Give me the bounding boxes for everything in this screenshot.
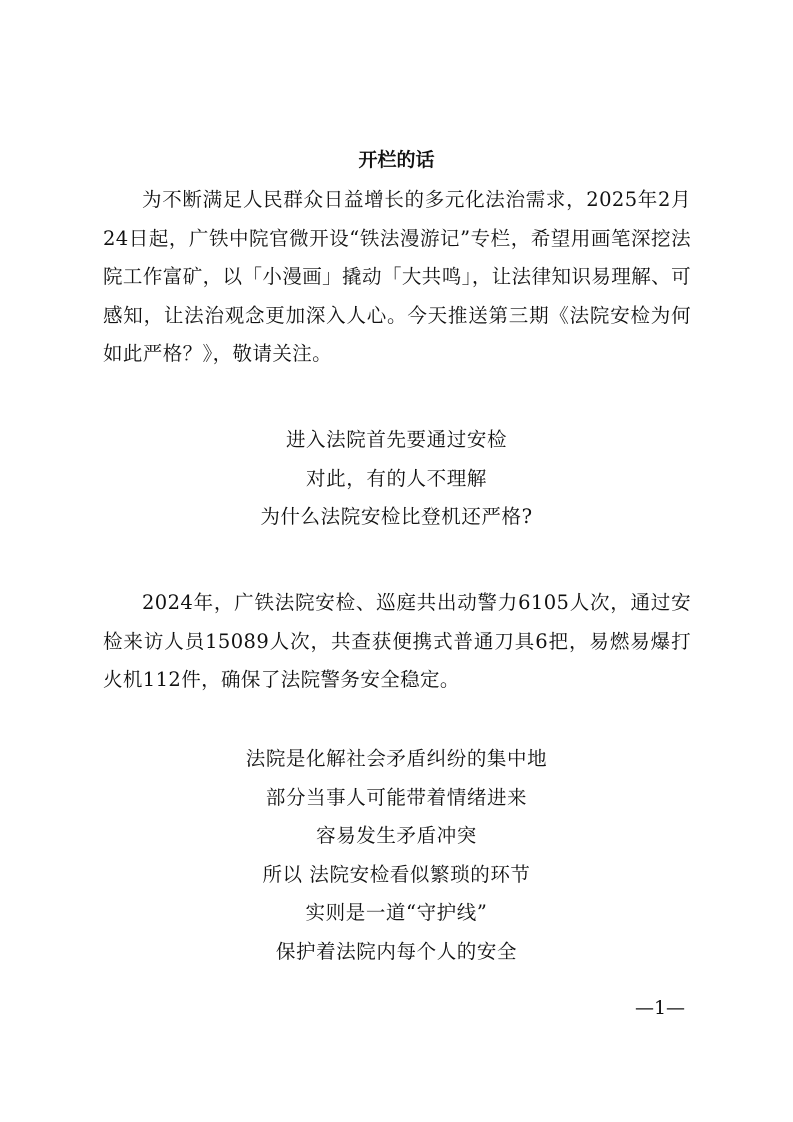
centered-line: 对此，有的人不理解 [306,466,487,490]
centered-line: 进入法院首先要通过安检 [285,428,508,451]
centered-line: 部分当事人可能带着情绪进来 [265,785,528,809]
page-number: —1— [634,997,686,1019]
centered-line: 保护着法院内每个人的安全 [275,939,518,963]
centered-line: 法院是化解社会矛盾纠纷的集中地 [245,747,548,770]
centered-line: 为什么法院安检比登机还严格? [260,505,533,528]
intro-paragraph: 为不断满足人民群众日益增长的多元化法治需求，2025年2月24日起，广铁中院官微开设“铁法漫游记”专栏，希望用画笔深挖法院工作富矿，以「小漫画」撬动「大共鸣」，让法律知识易理解、可感知，让法治观念更加深入人心。今天推送第三期《法院安检为何如此严格？》，敬请关注。 [103,188,691,365]
centered-line: 所以 法院安检看似繁琐的环节 [262,862,531,886]
centered-text-block-1 [0,421,793,537]
centered-line: 实则是一道“守护线” [305,901,488,924]
page-title: 开栏的话 [358,149,435,171]
centered-text-block-2 [0,740,793,971]
centered-line: 容易发生矛盾冲突 [316,824,477,847]
statistics-paragraph: 2024年，广铁法院安检、巡庭共出动警力6105人次，通过安检来访人员15089人次，共查获便携式普通刀具6把，易燃易爆打火机112件，确保了法院警务安全稳定。 [103,591,691,691]
